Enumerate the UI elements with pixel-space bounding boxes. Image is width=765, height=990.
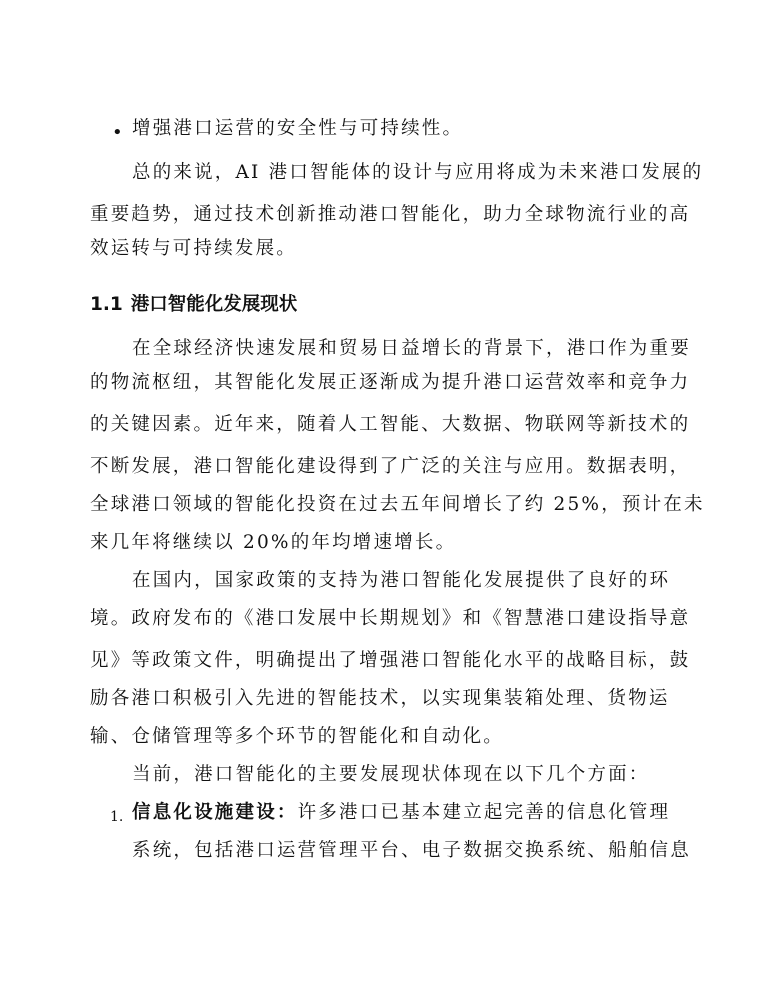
list-item-1-label: 信息化设施建设： xyxy=(132,802,298,823)
paragraph2-line-3: 见》等政策文件，明确提出了增强港口智能化水平的战略目标，鼓 xyxy=(90,650,691,671)
paragraph1-line-4: 不断发展，港口智能化建设得到了广泛的关注与应用。数据表明， xyxy=(90,456,691,477)
bullet-item-text: 增强港口运营的安全性与可持续性。 xyxy=(132,118,464,139)
list-item-1-line-2: 系统，包括港口运营管理平台、电子数据交换系统、船舶信息 xyxy=(132,840,691,861)
summary-line-3: 效运转与可持续发展。 xyxy=(90,238,298,259)
paragraph2-line-1: 在国内，国家政策的支持为港口智能化发展提供了良好的环 xyxy=(132,570,671,591)
paragraph1-line-5: 全球港口领域的智能化投资在过去五年间增长了约 25%，预计在未 xyxy=(90,494,705,515)
list-item-1-line-1 xyxy=(132,801,670,825)
paragraph1-line-3: 的关键因素。近年来，随着人工智能、大数据、物联网等新技术的 xyxy=(90,414,691,435)
bullet-marker: • xyxy=(112,122,123,143)
section-heading xyxy=(90,293,297,317)
paragraph2-line-2: 境。政府发布的《港口发展中长期规划》和《智慧港口建设指导意 xyxy=(90,608,691,629)
list-item-1-text: 许多港口已基本建立起完善的信息化管理 xyxy=(297,802,671,823)
section-number: 1.1 xyxy=(90,294,123,315)
summary-line-1: 总的来说，AI 港口智能体的设计与应用将成为未来港口发展的 xyxy=(132,162,704,183)
paragraph2-line-4: 励各港口积极引入先进的智能技术，以实现集装箱处理、货物运 xyxy=(90,688,670,709)
paragraph1-line-1: 在全球经济快速发展和贸易日益增长的背景下，港口作为重要 xyxy=(132,338,691,359)
paragraph3-line-1: 当前，港口智能化的主要发展现状体现在以下几个方面： xyxy=(132,764,650,785)
paragraph1-line-6: 来几年将继续以 20%的年均增速增长。 xyxy=(90,532,457,553)
paragraph2-line-5: 输、仓储管理等多个环节的智能化和自动化。 xyxy=(90,726,505,747)
section-title: 港口智能化发展现状 xyxy=(130,294,298,315)
list-item-1-number: 1. xyxy=(110,809,124,825)
paragraph1-line-2: 的物流枢纽，其智能化发展正逐渐成为提升港口运营效率和竞争力 xyxy=(90,372,691,393)
summary-line-2: 重要趋势，通过技术创新推动港口智能化，助力全球物流行业的高 xyxy=(90,204,691,225)
